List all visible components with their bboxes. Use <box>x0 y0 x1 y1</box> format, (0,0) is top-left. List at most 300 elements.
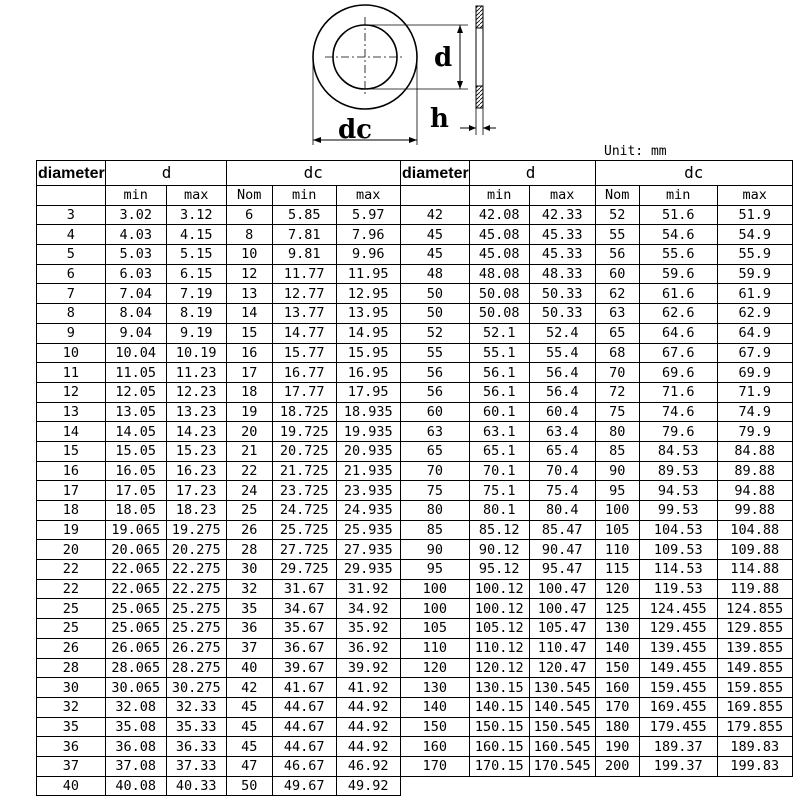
cell-dc-nom: 16 <box>226 343 272 363</box>
cell-d-max: 170.545 <box>529 756 595 776</box>
cell-diameter: 17 <box>37 481 106 501</box>
cell-dc-min: 114.53 <box>639 560 717 580</box>
cell-diameter: 130 <box>401 678 470 698</box>
cell-dc-min: 74.6 <box>639 402 717 422</box>
cell-diameter: 40 <box>37 776 106 796</box>
cell-d-min: 140.15 <box>469 697 529 717</box>
table-row <box>37 481 401 501</box>
cell-d-max: 11.23 <box>166 363 226 383</box>
table-row <box>37 304 401 324</box>
cell-dc-nom: 13 <box>226 284 272 304</box>
table-row <box>401 441 793 461</box>
cell-dc-min: 59.6 <box>639 264 717 284</box>
cell-diameter: 120 <box>401 658 470 678</box>
table-row <box>37 363 401 383</box>
cell-d-max: 30.275 <box>166 678 226 698</box>
cell-diameter: 60 <box>401 402 470 422</box>
cell-d-min: 16.05 <box>105 461 166 481</box>
cell-d-min: 150.15 <box>469 717 529 737</box>
cell-d-min: 20.065 <box>105 540 166 560</box>
table-row <box>401 697 793 717</box>
cell-d-min: 14.05 <box>105 422 166 442</box>
header-max: max <box>717 186 792 206</box>
cell-d-max: 56.4 <box>529 363 595 383</box>
cell-diameter: 90 <box>401 540 470 560</box>
cell-dc-max: 23.935 <box>336 481 400 501</box>
cell-diameter: 50 <box>401 304 470 324</box>
table-row <box>37 560 401 580</box>
cell-dc-min: 49.67 <box>272 776 336 796</box>
table-row <box>401 756 793 776</box>
table-row <box>37 422 401 442</box>
cell-dc-nom: 110 <box>595 540 639 560</box>
table-row <box>37 520 401 540</box>
cell-d-min: 50.08 <box>469 304 529 324</box>
header-max: max <box>529 186 595 206</box>
cell-dc-max: 44.92 <box>336 697 400 717</box>
header-max: max <box>166 186 226 206</box>
cell-d-min: 85.12 <box>469 520 529 540</box>
cell-dc-nom: 150 <box>595 658 639 678</box>
cell-diameter: 8 <box>37 304 106 324</box>
cell-dc-nom: 18 <box>226 382 272 402</box>
cell-dc-nom: 105 <box>595 520 639 540</box>
cell-dc-min: 61.6 <box>639 284 717 304</box>
cell-diameter: 25 <box>37 619 106 639</box>
cell-dc-min: 11.77 <box>272 264 336 284</box>
cell-d-max: 70.4 <box>529 461 595 481</box>
cell-dc-nom: 30 <box>226 560 272 580</box>
cell-dc-max: 49.92 <box>336 776 400 796</box>
cell-dc-max: 18.935 <box>336 402 400 422</box>
cell-d-max: 8.19 <box>166 304 226 324</box>
cell-dc-min: 20.725 <box>272 441 336 461</box>
cell-dc-nom: 90 <box>595 461 639 481</box>
table-row <box>401 579 793 599</box>
table-row <box>37 717 401 737</box>
cell-d-max: 4.15 <box>166 225 226 245</box>
cell-d-max: 18.23 <box>166 501 226 521</box>
cell-dc-min: 29.725 <box>272 560 336 580</box>
cell-dc-max: 14.95 <box>336 323 400 343</box>
cell-dc-max: 29.935 <box>336 560 400 580</box>
cell-diameter: 37 <box>37 756 106 776</box>
cell-d-min: 17.05 <box>105 481 166 501</box>
cell-dc-max: 35.92 <box>336 619 400 639</box>
table-row <box>401 245 793 265</box>
cell-d-min: 110.12 <box>469 638 529 658</box>
cell-dc-max: 159.855 <box>717 678 792 698</box>
cell-diameter: 95 <box>401 560 470 580</box>
cell-diameter: 105 <box>401 619 470 639</box>
cell-d-max: 10.19 <box>166 343 226 363</box>
cell-diameter: 140 <box>401 697 470 717</box>
cell-dc-nom: 60 <box>595 264 639 284</box>
cell-d-max: 160.545 <box>529 737 595 757</box>
cell-d-min: 120.12 <box>469 658 529 678</box>
cell-dc-max: 44.92 <box>336 737 400 757</box>
cell-dc-min: 36.67 <box>272 638 336 658</box>
cell-dc-min: 18.725 <box>272 402 336 422</box>
cell-d-max: 65.4 <box>529 441 595 461</box>
cell-diameter: 85 <box>401 520 470 540</box>
table-row <box>37 284 401 304</box>
header-d: d <box>469 161 595 186</box>
cell-diameter: 22 <box>37 579 106 599</box>
cell-diameter: 7 <box>37 284 106 304</box>
table-row <box>401 481 793 501</box>
cell-d-min: 25.065 <box>105 619 166 639</box>
cell-dc-max: 54.9 <box>717 225 792 245</box>
cell-dc-nom: 6 <box>226 205 272 225</box>
cell-dc-nom: 56 <box>595 245 639 265</box>
table-row <box>401 205 793 225</box>
cell-d-min: 45.08 <box>469 245 529 265</box>
table-row <box>37 678 401 698</box>
header-nom: Nom <box>595 186 639 206</box>
cell-d-max: 5.15 <box>166 245 226 265</box>
cell-diameter: 22 <box>37 560 106 580</box>
cell-dc-nom: 80 <box>595 422 639 442</box>
cell-dc-nom: 70 <box>595 363 639 383</box>
table-row <box>37 756 401 776</box>
label-d: d <box>434 43 453 73</box>
cell-d-max: 95.47 <box>529 560 595 580</box>
cell-dc-nom: 65 <box>595 323 639 343</box>
cell-dc-min: 23.725 <box>272 481 336 501</box>
cell-d-min: 19.065 <box>105 520 166 540</box>
cell-dc-min: 25.725 <box>272 520 336 540</box>
cell-dc-max: 51.9 <box>717 205 792 225</box>
cell-dc-min: 15.77 <box>272 343 336 363</box>
cell-dc-min: 16.77 <box>272 363 336 383</box>
cell-dc-max: 149.855 <box>717 658 792 678</box>
cell-d-max: 85.47 <box>529 520 595 540</box>
cell-d-min: 42.08 <box>469 205 529 225</box>
cell-dc-nom: 8 <box>226 225 272 245</box>
table-row <box>401 304 793 324</box>
cell-dc-min: 94.53 <box>639 481 717 501</box>
cell-d-min: 6.03 <box>105 264 166 284</box>
cell-dc-nom: 22 <box>226 461 272 481</box>
cell-d-min: 160.15 <box>469 737 529 757</box>
table-row <box>401 638 793 658</box>
cell-d-min: 56.1 <box>469 382 529 402</box>
table-row <box>401 284 793 304</box>
cell-dc-max: 67.9 <box>717 343 792 363</box>
cell-diameter: 45 <box>401 245 470 265</box>
cell-d-min: 50.08 <box>469 284 529 304</box>
cell-diameter: 35 <box>37 717 106 737</box>
cell-dc-max: 189.83 <box>717 737 792 757</box>
cell-d-min: 48.08 <box>469 264 529 284</box>
cell-dc-nom: 50 <box>226 776 272 796</box>
cell-d-max: 63.4 <box>529 422 595 442</box>
cell-dc-min: 46.67 <box>272 756 336 776</box>
table-row <box>401 402 793 422</box>
cell-dc-min: 169.455 <box>639 697 717 717</box>
cell-dc-min: 39.67 <box>272 658 336 678</box>
cell-dc-max: 19.935 <box>336 422 400 442</box>
cell-dc-nom: 47 <box>226 756 272 776</box>
cell-d-max: 17.23 <box>166 481 226 501</box>
cell-dc-max: 89.88 <box>717 461 792 481</box>
cell-diameter: 110 <box>401 638 470 658</box>
cell-d-max: 7.19 <box>166 284 226 304</box>
cell-dc-min: 41.67 <box>272 678 336 698</box>
table-row <box>37 658 401 678</box>
cell-d-min: 36.08 <box>105 737 166 757</box>
cell-diameter: 9 <box>37 323 106 343</box>
header-diameter: diameter <box>401 161 470 186</box>
cell-dc-min: 21.725 <box>272 461 336 481</box>
cell-d-max: 19.275 <box>166 520 226 540</box>
cell-d-min: 80.1 <box>469 501 529 521</box>
table-row <box>401 225 793 245</box>
table-row <box>401 560 793 580</box>
cell-dc-nom: 20 <box>226 422 272 442</box>
cell-dc-nom: 14 <box>226 304 272 324</box>
cell-dc-nom: 25 <box>226 501 272 521</box>
cell-d-max: 12.23 <box>166 382 226 402</box>
cell-d-max: 36.33 <box>166 737 226 757</box>
cell-d-min: 4.03 <box>105 225 166 245</box>
cell-dc-min: 149.455 <box>639 658 717 678</box>
table-row <box>37 343 401 363</box>
cell-dc-min: 119.53 <box>639 579 717 599</box>
cell-d-min: 105.12 <box>469 619 529 639</box>
cell-dc-nom: 35 <box>226 599 272 619</box>
cell-d-min: 3.02 <box>105 205 166 225</box>
cell-dc-nom: 62 <box>595 284 639 304</box>
cell-dc-max: 21.935 <box>336 461 400 481</box>
cell-dc-min: 44.67 <box>272 717 336 737</box>
cell-diameter: 16 <box>37 461 106 481</box>
cell-d-max: 80.4 <box>529 501 595 521</box>
cell-dc-max: 24.935 <box>336 501 400 521</box>
table-row <box>401 737 793 757</box>
cell-diameter: 170 <box>401 756 470 776</box>
cell-dc-min: 62.6 <box>639 304 717 324</box>
cell-d-max: 40.33 <box>166 776 226 796</box>
cell-dc-nom: 40 <box>226 658 272 678</box>
cell-dc-min: 12.77 <box>272 284 336 304</box>
cell-dc-max: 55.9 <box>717 245 792 265</box>
cell-d-min: 32.08 <box>105 697 166 717</box>
cell-diameter: 55 <box>401 343 470 363</box>
cell-d-max: 37.33 <box>166 756 226 776</box>
cell-dc-max: 34.92 <box>336 599 400 619</box>
cell-d-min: 52.1 <box>469 323 529 343</box>
cell-d-min: 7.04 <box>105 284 166 304</box>
cell-d-min: 55.1 <box>469 343 529 363</box>
cell-d-max: 100.47 <box>529 599 595 619</box>
cell-dc-nom: 45 <box>226 697 272 717</box>
table-row <box>401 363 793 383</box>
cell-dc-max: 94.88 <box>717 481 792 501</box>
cell-d-max: 28.275 <box>166 658 226 678</box>
table-row <box>37 461 401 481</box>
cell-d-max: 52.4 <box>529 323 595 343</box>
table-row <box>37 737 401 757</box>
cell-dc-nom: 15 <box>226 323 272 343</box>
washer-drawing <box>300 0 500 150</box>
cell-dc-max: 79.9 <box>717 422 792 442</box>
header-dc: dc <box>226 161 400 186</box>
header-blank <box>37 186 106 206</box>
cell-d-max: 45.33 <box>529 225 595 245</box>
cell-diameter: 5 <box>37 245 106 265</box>
cell-dc-max: 39.92 <box>336 658 400 678</box>
cell-d-min: 130.15 <box>469 678 529 698</box>
cell-dc-max: 64.9 <box>717 323 792 343</box>
cell-dc-max: 169.855 <box>717 697 792 717</box>
cell-d-min: 60.1 <box>469 402 529 422</box>
cell-d-max: 48.33 <box>529 264 595 284</box>
cell-dc-nom: 95 <box>595 481 639 501</box>
cell-d-max: 3.12 <box>166 205 226 225</box>
cell-dc-nom: 28 <box>226 540 272 560</box>
cell-dc-nom: 52 <box>595 205 639 225</box>
cell-d-max: 15.23 <box>166 441 226 461</box>
table-row <box>401 461 793 481</box>
table-row <box>401 422 793 442</box>
header-min: min <box>469 186 529 206</box>
table-row <box>37 402 401 422</box>
cell-diameter: 70 <box>401 461 470 481</box>
cell-diameter: 13 <box>37 402 106 422</box>
table-row <box>37 245 401 265</box>
cell-diameter: 20 <box>37 540 106 560</box>
cell-d-min: 22.065 <box>105 560 166 580</box>
cell-dc-max: 114.88 <box>717 560 792 580</box>
cell-dc-max: 5.97 <box>336 205 400 225</box>
cell-dc-nom: 75 <box>595 402 639 422</box>
cell-dc-max: 12.95 <box>336 284 400 304</box>
cell-diameter: 11 <box>37 363 106 383</box>
cell-d-max: 100.47 <box>529 579 595 599</box>
cell-d-max: 75.4 <box>529 481 595 501</box>
header-nom: Nom <box>226 186 272 206</box>
cell-dc-min: 51.6 <box>639 205 717 225</box>
cell-diameter: 25 <box>37 599 106 619</box>
cell-d-max: 55.4 <box>529 343 595 363</box>
cell-diameter: 50 <box>401 284 470 304</box>
table-row <box>401 619 793 639</box>
cell-d-min: 5.03 <box>105 245 166 265</box>
cell-dc-nom: 100 <box>595 501 639 521</box>
cell-dc-max: 199.83 <box>717 756 792 776</box>
table-row <box>401 678 793 698</box>
cell-dc-max: 31.92 <box>336 579 400 599</box>
cell-dc-nom: 190 <box>595 737 639 757</box>
cell-diameter: 80 <box>401 501 470 521</box>
cell-d-min: 9.04 <box>105 323 166 343</box>
cell-dc-min: 189.37 <box>639 737 717 757</box>
cell-dc-nom: 19 <box>226 402 272 422</box>
cell-d-min: 25.065 <box>105 599 166 619</box>
table-row <box>401 382 793 402</box>
cell-d-max: 50.33 <box>529 284 595 304</box>
cell-dc-max: 25.935 <box>336 520 400 540</box>
cell-d-max: 140.545 <box>529 697 595 717</box>
cell-dc-min: 139.455 <box>639 638 717 658</box>
cell-d-max: 25.275 <box>166 599 226 619</box>
table-row <box>401 501 793 521</box>
cell-dc-min: 27.725 <box>272 540 336 560</box>
cell-d-min: 35.08 <box>105 717 166 737</box>
cell-dc-min: 19.725 <box>272 422 336 442</box>
cell-d-max: 25.275 <box>166 619 226 639</box>
cell-d-min: 90.12 <box>469 540 529 560</box>
cell-dc-max: 104.88 <box>717 520 792 540</box>
table-row <box>37 264 401 284</box>
header-min: min <box>105 186 166 206</box>
cell-diameter: 18 <box>37 501 106 521</box>
cell-d-min: 8.04 <box>105 304 166 324</box>
cell-d-max: 60.4 <box>529 402 595 422</box>
table-row <box>37 441 401 461</box>
cell-dc-min: 31.67 <box>272 579 336 599</box>
cell-d-max: 32.33 <box>166 697 226 717</box>
header-max: max <box>336 186 400 206</box>
cell-dc-nom: 42 <box>226 678 272 698</box>
table-row <box>37 225 401 245</box>
cell-dc-nom: 125 <box>595 599 639 619</box>
cell-d-min: 30.065 <box>105 678 166 698</box>
cell-dc-nom: 160 <box>595 678 639 698</box>
cell-dc-min: 13.77 <box>272 304 336 324</box>
cell-d-min: 63.1 <box>469 422 529 442</box>
cell-dc-min: 124.455 <box>639 599 717 619</box>
cell-diameter: 150 <box>401 717 470 737</box>
cell-d-max: 150.545 <box>529 717 595 737</box>
cell-d-min: 18.05 <box>105 501 166 521</box>
cell-d-min: 100.12 <box>469 599 529 619</box>
cell-dc-min: 179.455 <box>639 717 717 737</box>
cell-dc-nom: 10 <box>226 245 272 265</box>
table-row <box>37 540 401 560</box>
cell-dc-min: 7.81 <box>272 225 336 245</box>
cell-dc-min: 35.67 <box>272 619 336 639</box>
cell-dc-max: 179.855 <box>717 717 792 737</box>
cell-dc-max: 9.96 <box>336 245 400 265</box>
cell-dc-nom: 120 <box>595 579 639 599</box>
cell-d-min: 10.04 <box>105 343 166 363</box>
cell-diameter: 19 <box>37 520 106 540</box>
cell-diameter: 32 <box>37 697 106 717</box>
cell-dc-max: 124.855 <box>717 599 792 619</box>
cell-dc-max: 15.95 <box>336 343 400 363</box>
cell-dc-min: 199.37 <box>639 756 717 776</box>
cell-dc-min: 17.77 <box>272 382 336 402</box>
cell-d-min: 15.05 <box>105 441 166 461</box>
table-row <box>401 658 793 678</box>
cell-diameter: 6 <box>37 264 106 284</box>
cell-diameter: 48 <box>401 264 470 284</box>
cell-dc-nom: 32 <box>226 579 272 599</box>
cell-diameter: 3 <box>37 205 106 225</box>
cell-dc-min: 34.67 <box>272 599 336 619</box>
cell-dc-nom: 68 <box>595 343 639 363</box>
cell-dc-nom: 45 <box>226 717 272 737</box>
cell-dc-max: 61.9 <box>717 284 792 304</box>
cell-dc-max: 16.95 <box>336 363 400 383</box>
cell-dc-max: 71.9 <box>717 382 792 402</box>
table-row <box>401 540 793 560</box>
cell-d-max: 50.33 <box>529 304 595 324</box>
table-row <box>401 343 793 363</box>
